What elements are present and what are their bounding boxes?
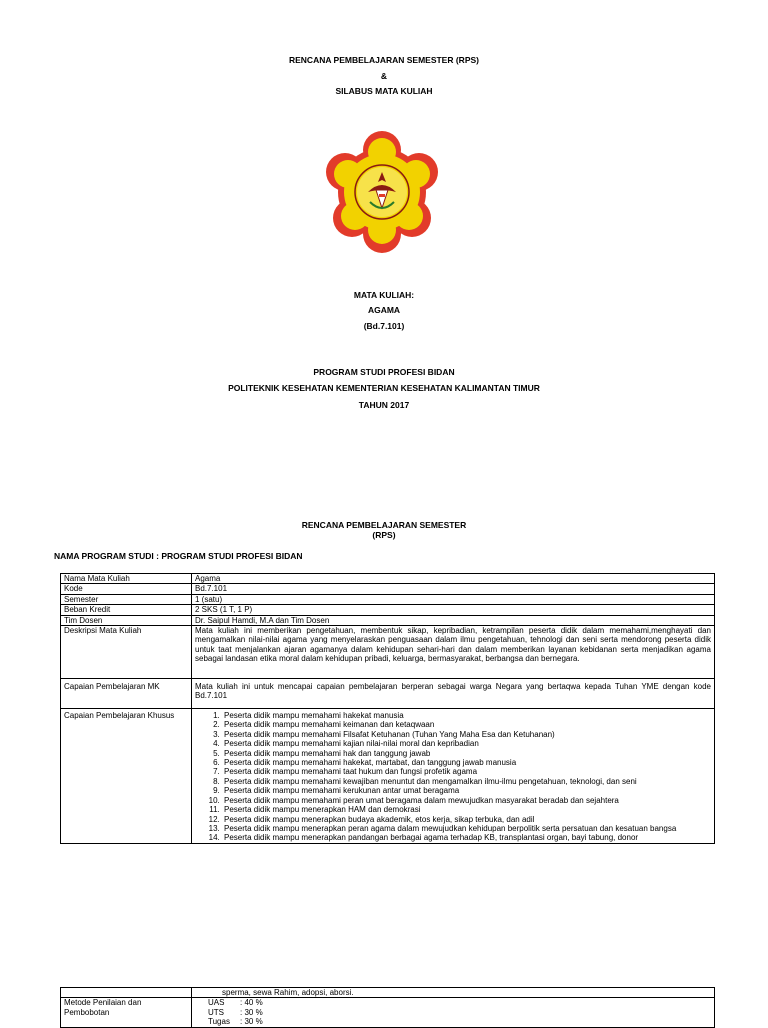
row-label: Capaian Pembelajaran MK — [61, 679, 192, 709]
list-item: 12. Peserta didik mampu menerapkan budaya akademik, etos kerja, sikap terbuka, dan adil — [222, 815, 711, 824]
table-row — [61, 626, 715, 679]
table-row — [61, 615, 715, 625]
course-name: AGAMA — [367, 305, 401, 315]
table-row — [61, 584, 715, 594]
list-item: 8. Peserta didik mampu memahami kewajiban menuntut dan mengamalkan ilmu-ilmu pengetahuan, teknologi, dan seni — [222, 777, 711, 786]
row-value: 1 (satu) — [192, 594, 715, 604]
weight-name: Tugas — [208, 1017, 230, 1027]
list-item: 5. Peserta didik mampu memahami hak dan tanggung jawab — [222, 749, 711, 758]
course-heading: MATA KULIAH: — [353, 290, 415, 300]
specific-outcomes — [192, 709, 715, 844]
list-item: 2. Peserta didik mampu memahami keimanan dan ketaqwaan — [222, 720, 711, 729]
weight-item — [208, 998, 711, 1007]
list-item: 6. Peserta didik mampu memahami hakekat, martabat, dan tanggung jawab manusia — [222, 758, 711, 767]
list-item: 4. Peserta didik mampu memahami kajian nilai-nilai moral dan kepribadian — [222, 739, 711, 748]
table-row — [61, 594, 715, 604]
rps-table-continued — [60, 987, 715, 1028]
cover-title-line1: RENCANA PEMBELAJARAN SEMESTER (RPS) — [288, 55, 479, 65]
row-label: Beban Kredit — [61, 605, 192, 615]
row-label: Kode — [61, 584, 192, 594]
table-row — [61, 605, 715, 615]
weight-value: : 40 % — [240, 998, 263, 1008]
weight-item — [208, 1017, 711, 1026]
outcome-list — [195, 711, 711, 843]
row-value: Bd.7.101 — [192, 584, 715, 594]
row-label: Deskripsi Mata Kuliah — [61, 626, 192, 679]
continuation-text: sperma, sewa Rahim, adopsi, aborsi. — [192, 988, 715, 998]
course-code: (Bd.7.101) — [363, 321, 405, 331]
list-item: 14. Peserta didik mampu menerapkan pandangan berbagai agama terhadap KB, transplantasi organ, bayi tabung, donor — [222, 833, 711, 842]
table-row — [61, 988, 715, 998]
rps-title-line1: RENCANA PEMBELAJARAN SEMESTER — [301, 520, 467, 530]
weight-name: UTS — [208, 1007, 224, 1017]
row-label: Nama Mata Kuliah — [61, 574, 192, 584]
program-line: NAMA PROGRAM STUDI : PROGRAM STUDI PROFESI BIDAN — [54, 551, 303, 561]
weight-value: : 30 % — [240, 1017, 263, 1027]
weight-item — [208, 1008, 711, 1017]
weight-name: UAS — [208, 998, 225, 1008]
row-value: 2 SKS (1 T, 1 P) — [192, 605, 715, 615]
learning-outcome-mk: Mata kuliah ini untuk mencapai capaian pembelajaran berperan sebagai warga Negara yang bertaqwa kepada Tuhan YME dengan kode Bd.7.101 — [192, 679, 715, 709]
table-row — [61, 709, 715, 844]
list-item: 10. Peserta didik mampu memahami peran umat beragama dalam mewujudkan masyarakat beradab dan sejahtera — [222, 796, 711, 805]
list-item: 9. Peserta didik mampu memahami kerukunan antar umat beragama — [222, 786, 711, 795]
rps-table — [60, 573, 715, 844]
table-row — [61, 998, 715, 1027]
row-label: Metode Penilaian dan Pembobotan — [61, 998, 192, 1027]
list-item: 3. Peserta didik mampu memahami Filsafat Ketuhanan (Tuhan Yang Maha Esa dan Ketuhanan) — [222, 730, 711, 739]
row-value: Agama — [192, 574, 715, 584]
list-item: 11. Peserta didik mampu menerapkan HAM dan demokrasi — [222, 805, 711, 814]
rps-title-line2: (RPS) — [372, 530, 396, 540]
cover-year: TAHUN 2017 — [358, 400, 410, 410]
assessment-weights — [192, 998, 715, 1027]
course-description: Mata kuliah ini memberikan pengetahuan, membentuk sikap, kepribadian, ketrampilan peserta didik dalam memahami,menghayati dan mengamalkan nilai-nilai agama yang menyelaraskan penguasaan dalam ilmu pengetahuan, tehnologi dan seni serta mendorong peserta didik untuk taat menjalankan ajaran agamanya dalam kehidupan sehari-hari dan dalam memberikan layanan kebidanan serta menjadikan agama sebagai landasan etika moral dalam kehidupan pribadi, keluarga, bermasyarakat, berbangsa dan bernegara. — [192, 626, 715, 679]
list-item: 13. Peserta didik mampu menerapkan peran agama dalam mewujudkan kehidupan berpolitik serta persatuan dan kesatuan bangsa — [222, 824, 711, 833]
row-label: Semester — [61, 594, 192, 604]
list-item: 1. Peserta didik mampu memahami hakekat manusia — [222, 711, 711, 720]
cover-title-line3: SILABUS MATA KULIAH — [335, 86, 433, 96]
list-item: 7. Peserta didik mampu memahami taat hukum dan fungsi profetik agama — [222, 767, 711, 776]
row-value: Dr. Saipul Hamdi, M.A dan Tim Dosen — [192, 615, 715, 625]
table-row — [61, 574, 715, 584]
table-row — [61, 679, 715, 709]
row-label: Tim Dosen — [61, 615, 192, 625]
cover-title-ampersand: & — [380, 71, 388, 81]
weight-value: : 30 % — [240, 1007, 263, 1017]
row-label: Capaian Pembelajaran Khusus — [61, 709, 192, 844]
cover-institution: POLITEKNIK KESEHATAN KEMENTERIAN KESEHATAN KALIMANTAN TIMUR — [228, 383, 540, 393]
row-label-empty — [61, 988, 192, 998]
institution-logo-icon — [324, 130, 440, 254]
cover-program: PROGRAM STUDI PROFESI BIDAN — [313, 367, 455, 377]
